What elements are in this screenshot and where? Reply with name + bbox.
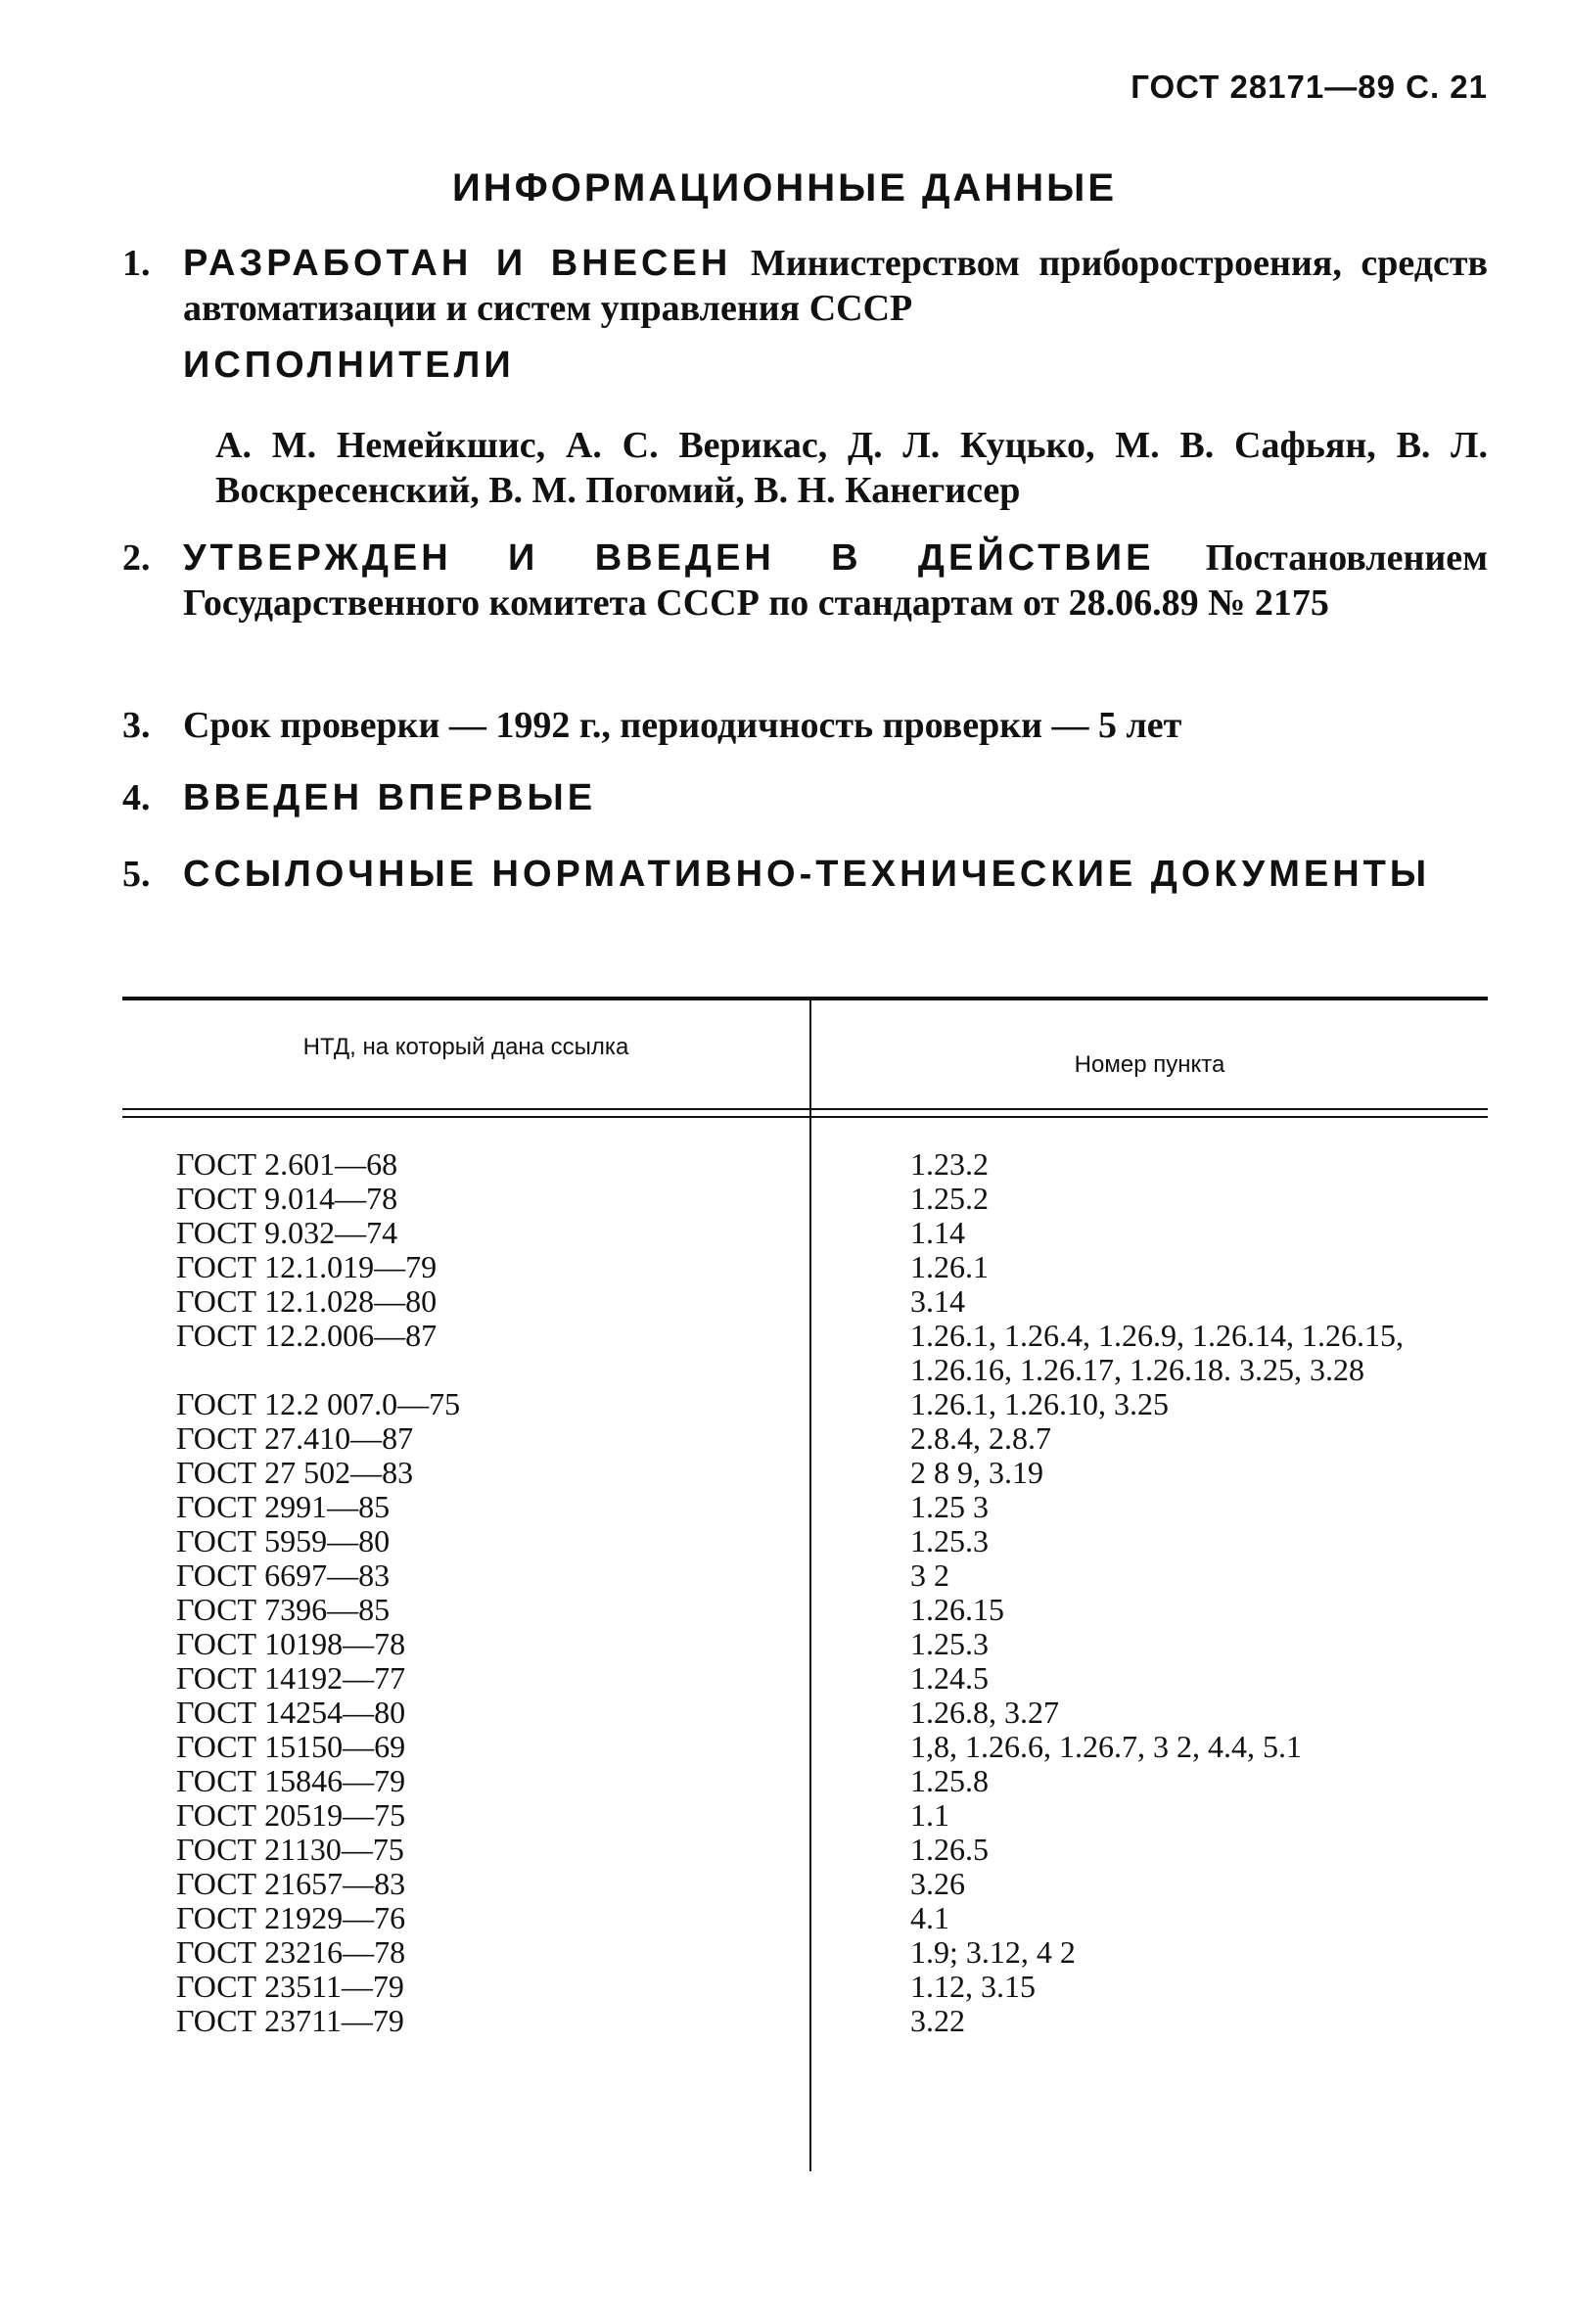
- table-row: [122, 1250, 1488, 1284]
- cell-clause: 1.25.3: [910, 1523, 989, 1558]
- cell-clause: 1.24.5: [910, 1660, 989, 1696]
- cell-clause: 1.12, 3.15: [910, 1969, 1036, 2004]
- cell-clause: 3 2: [910, 1557, 949, 1593]
- table-row: [122, 1867, 1488, 1901]
- cell-document: ГОСТ 27.410—87: [176, 1420, 414, 1456]
- table-row: [122, 1387, 1488, 1421]
- table-row: [122, 1935, 1488, 1970]
- cell-document: ГОСТ 21130—75: [176, 1832, 404, 1867]
- section-number: 5.: [122, 854, 151, 895]
- executors-heading: ИСПОЛНИТЕЛИ: [183, 345, 515, 386]
- section-text: Срок проверки — 1992 г., периодичность проверки — 5 лет: [183, 705, 1182, 746]
- cell-clause: 1.26.8, 3.27: [910, 1695, 1059, 1730]
- cell-document: ГОСТ 23711—79: [176, 2003, 404, 2038]
- cell-document: ГОСТ 23511—79: [176, 1969, 404, 2004]
- cell-clause: 1.26.1, 1.26.10, 3.25: [910, 1386, 1169, 1421]
- table-row: [122, 1764, 1488, 1798]
- cell-document: ГОСТ 23216—78: [176, 1934, 406, 1970]
- cell-clause: 1.26.1: [910, 1249, 989, 1284]
- section-3: [122, 703, 1488, 748]
- cell-document: ГОСТ 20519—75: [176, 1797, 406, 1833]
- cell-clause: 1,8, 1.26.6, 1.26.7, 3 2, 4.4, 5.1: [910, 1729, 1302, 1764]
- table-header-rule: [122, 1108, 1488, 1118]
- cell-clause: 1.26.1, 1.26.4, 1.26.9, 1.26.14, 1.26.15, 1.26.16, 1.26.17, 1.26.18. 3.25, 3.28: [910, 1318, 1404, 1387]
- table-top-rule: [122, 997, 1488, 1000]
- cell-document: ГОСТ 15846—79: [176, 1763, 406, 1798]
- column-header-clause: Номер пункта: [1074, 1051, 1225, 1078]
- cell-clause: 3.14: [910, 1283, 965, 1319]
- cell-document: ГОСТ 5959—80: [176, 1523, 391, 1558]
- table-row: [122, 1798, 1488, 1833]
- table-body: [122, 1147, 1488, 2038]
- table-row: [122, 1524, 1488, 1558]
- cell-document: ГОСТ 14254—80: [176, 1695, 406, 1730]
- table-row: [122, 1182, 1488, 1216]
- table-row: [122, 1730, 1488, 1764]
- table-row: [122, 1970, 1488, 2004]
- cell-document: ГОСТ 2991—85: [176, 1489, 391, 1524]
- cell-clause: 1.1: [910, 1797, 949, 1833]
- table-row: [122, 1216, 1488, 1250]
- cell-clause: 1.26.15: [910, 1592, 1004, 1627]
- section-4: [122, 775, 1488, 820]
- cell-document: ГОСТ 12.1.019—79: [176, 1249, 438, 1284]
- table-row: [122, 1661, 1488, 1696]
- cell-clause: 1.23.2: [910, 1146, 989, 1182]
- table-row: [122, 1456, 1488, 1490]
- cell-document: ГОСТ 9.032—74: [176, 1215, 398, 1250]
- table-row: [122, 1490, 1488, 1524]
- table-row: [122, 1901, 1488, 1935]
- page-header: ГОСТ 28171—89 С. 21: [1131, 69, 1488, 105]
- cell-document: ГОСТ 9.014—78: [176, 1181, 398, 1216]
- table-row: [122, 1593, 1488, 1627]
- cell-clause: 1.9; 3.12, 4 2: [910, 1934, 1076, 1970]
- cell-document: ГОСТ 27 502—83: [176, 1455, 414, 1490]
- section-text: Министерством приборостроения, средств автоматизации и систем управления СССР: [183, 243, 1489, 329]
- cell-document: ГОСТ 7396—85: [176, 1592, 391, 1627]
- section-2: [122, 535, 1488, 626]
- section-1: [122, 241, 1488, 331]
- cell-clause: 1.25.8: [910, 1763, 989, 1798]
- cell-clause: 1.25.2: [910, 1181, 989, 1216]
- section-lead: УТВЕРЖДЕН И ВВЕДЕН В ДЕЙСТВИЕ: [183, 537, 1155, 579]
- cell-clause: 3.22: [910, 2003, 965, 2038]
- cell-document: ГОСТ 21657—83: [176, 1866, 406, 1901]
- cell-clause: 1.26.5: [910, 1832, 989, 1867]
- table-row: [122, 1284, 1488, 1319]
- section-text: ВВЕДЕН ВПЕРВЫЕ: [183, 777, 597, 818]
- table-row: [122, 1421, 1488, 1456]
- table-row: [122, 1696, 1488, 1730]
- section-number: 4.: [122, 777, 151, 818]
- table-row: [122, 1833, 1488, 1867]
- cell-document: ГОСТ 12.1.028—80: [176, 1283, 438, 1319]
- table-row: [122, 1558, 1488, 1593]
- section-lead: РАЗРАБОТАН И ВНЕСЕН: [183, 243, 732, 284]
- section-text: ССЫЛОЧНЫЕ НОРМАТИВНО-ТЕХНИЧЕСКИЕ ДОКУМЕНТЫ: [183, 854, 1431, 895]
- cell-clause: 3.26: [910, 1866, 965, 1901]
- cell-document: ГОСТ 10198—78: [176, 1626, 406, 1661]
- section-text: Постановлением Государственного комитета СССР по стандартам от 28.06.89 № 2175: [183, 537, 1488, 624]
- cell-document: ГОСТ 12.2.006—87: [176, 1318, 438, 1353]
- cell-clause: 4.1: [910, 1900, 949, 1935]
- cell-document: ГОСТ 6697—83: [176, 1557, 391, 1593]
- references-table: [122, 997, 1488, 2171]
- cell-clause: 2.8.4, 2.8.7: [910, 1420, 1051, 1456]
- cell-document: ГОСТ 2.601—68: [176, 1146, 398, 1182]
- section-number: 3.: [122, 705, 151, 746]
- document-title: ИНФОРМАЦИОННЫЕ ДАННЫЕ: [451, 166, 1118, 209]
- table-row: [122, 1627, 1488, 1661]
- cell-clause: 2 8 9, 3.19: [910, 1455, 1043, 1490]
- table-row: [122, 1147, 1488, 1182]
- section-5: [122, 852, 1488, 897]
- column-header-document: НТД, на который дана ссылка: [302, 1034, 629, 1060]
- cell-document: ГОСТ 15150—69: [176, 1729, 406, 1764]
- table-row: [122, 1319, 1488, 1387]
- cell-document: ГОСТ 14192—77: [176, 1660, 406, 1696]
- section-number: 2.: [122, 537, 151, 579]
- executors-list: А. М. Немейкшис, А. С. Верикас, Д. Л. Куцько, М. В. Сафьян, В. Л. Воскресенский, В. М. Погомий, В. Н. Канегисер: [215, 425, 1488, 511]
- section-number: 1.: [122, 243, 151, 284]
- table-row: [122, 2004, 1488, 2038]
- cell-clause: 1.25.3: [910, 1626, 989, 1661]
- cell-clause: 1.14: [910, 1215, 965, 1250]
- cell-document: ГОСТ 12.2 007.0—75: [176, 1386, 461, 1421]
- cell-clause: 1.25 3: [910, 1489, 989, 1524]
- cell-document: ГОСТ 21929—76: [176, 1900, 406, 1935]
